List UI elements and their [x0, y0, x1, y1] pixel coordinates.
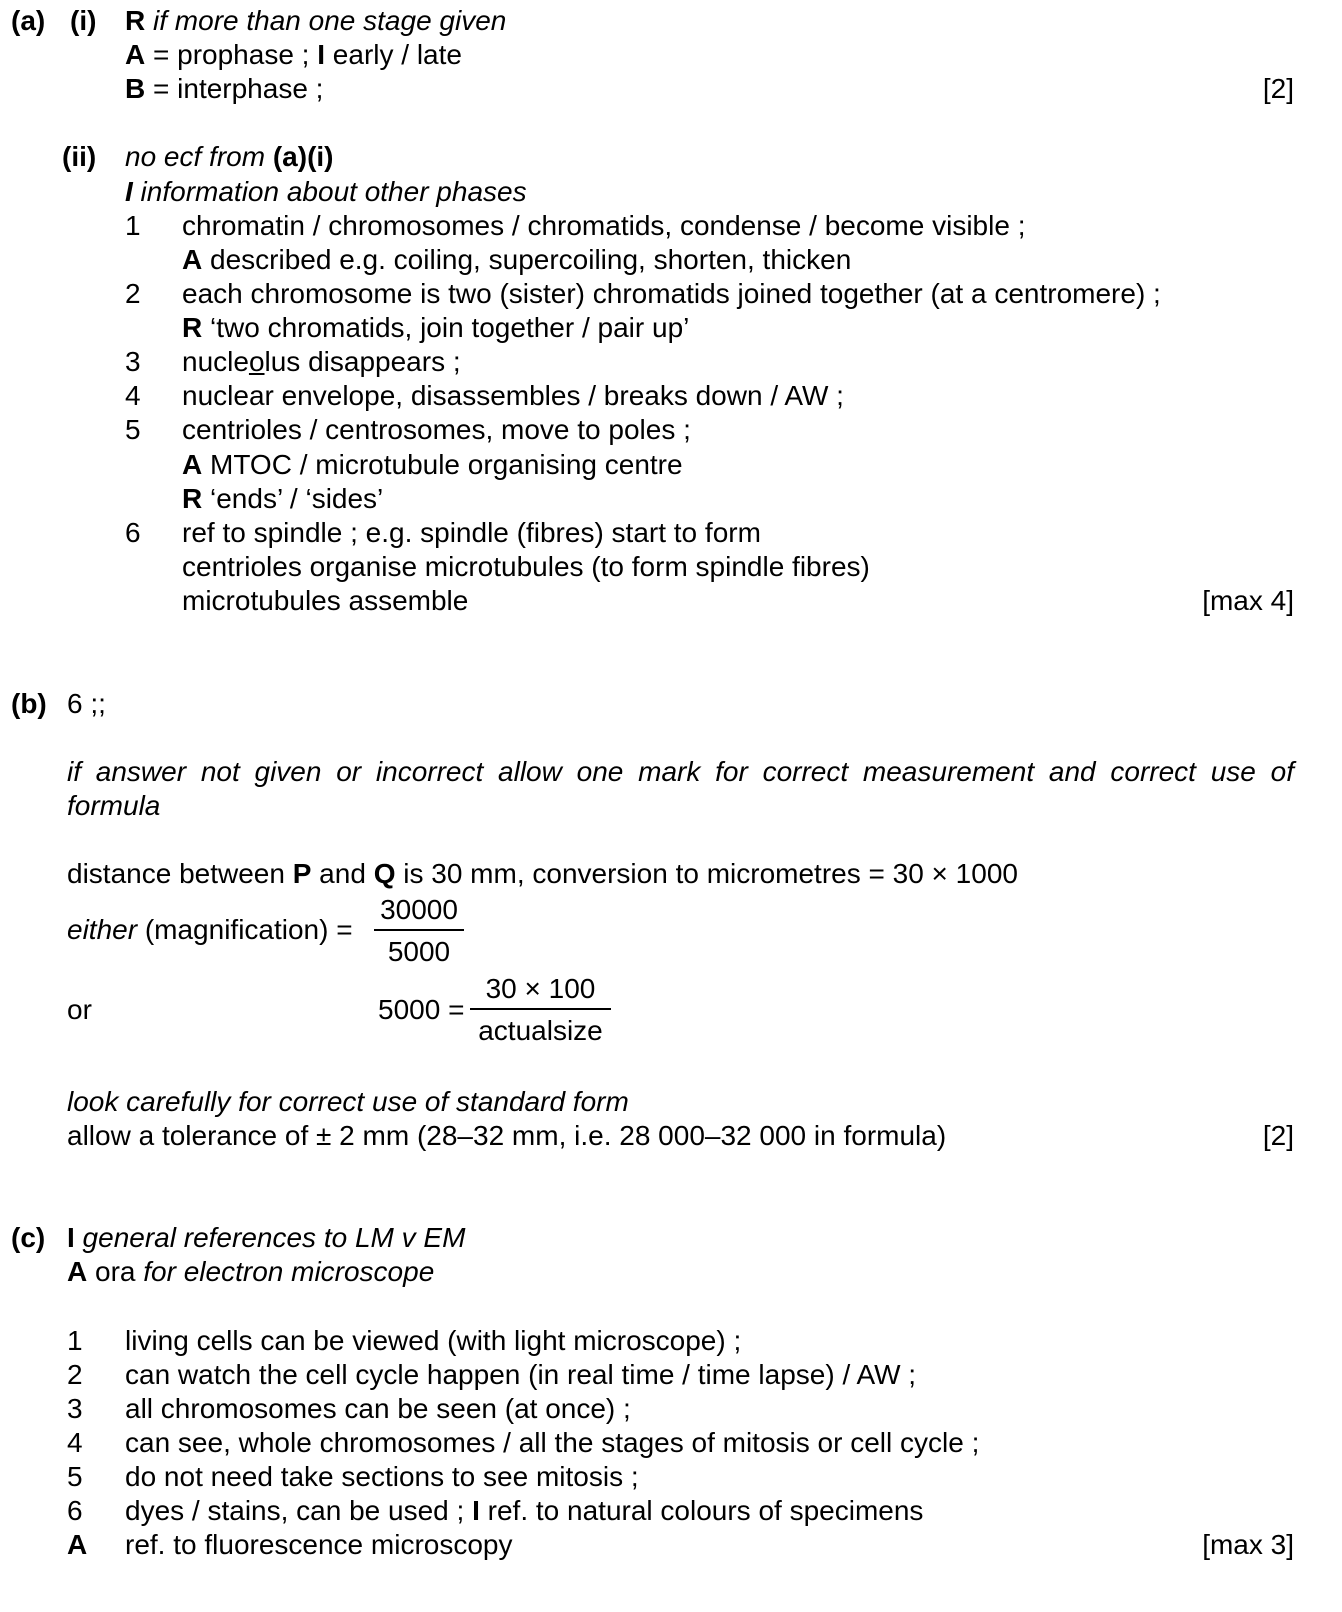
fraction-denominator: 5000 [387, 936, 451, 967]
mark-a-ii: [max 4] [1202, 585, 1294, 616]
point-number: 5 [125, 414, 141, 445]
marking-note: if answer not given or incorrect allow one mark for correct measurement and correct use of [67, 756, 1294, 787]
accept-note: ref. to fluorescence microscopy [125, 1529, 513, 1560]
point-text: all chromosomes can be seen (at once) ; [125, 1393, 631, 1424]
or-label: or [67, 994, 92, 1025]
point-text: nucleolus disappears ; [182, 346, 461, 377]
either-label: either (magnification) = [67, 914, 353, 945]
standard-form-note: look carefully for correct use of standard form [67, 1086, 629, 1117]
point-text-continued: centrioles organise microtubules (to form spindle fibres) [182, 551, 870, 582]
part-c-label: (c) [11, 1222, 46, 1253]
point-number: 1 [125, 210, 141, 241]
point-text: centrioles / centrosomes, move to poles ; [182, 414, 691, 445]
reject-note: R ‘two chromatids, join together / pair up’ [182, 312, 690, 343]
accept-note: A described e.g. coiling, supercoiling, shorten, thicken [182, 244, 852, 275]
point-text: can see, whole chromosomes / all the stages of mitosis or cell cycle ; [125, 1427, 980, 1458]
point-text-continued: microtubules assemble [182, 585, 469, 616]
point-number: 2 [67, 1359, 83, 1390]
ignore-note: I general references to LM v EM [67, 1222, 466, 1253]
point-text: can watch the cell cycle happen (in real time / time lapse) / AW ; [125, 1359, 917, 1390]
point-text: do not need take sections to see mitosis ; [125, 1461, 639, 1492]
point-text: ref to spindle ; e.g. spindle (fibres) start to form [182, 517, 761, 548]
part-a-ii-label: (ii) [62, 141, 97, 172]
size-fraction [470, 975, 611, 1045]
ecf-note: no ecf from (a)(i) [125, 141, 334, 172]
point-text: dyes / stains, can be used ; I ref. to natural colours of specimens [125, 1495, 924, 1526]
mark-b: [2] [1262, 1120, 1294, 1151]
part-a-label: (a) [11, 5, 46, 36]
point-number: 2 [125, 278, 141, 309]
magnification-fraction [374, 896, 464, 966]
point-number: 6 [67, 1495, 83, 1526]
point-text: nuclear envelope, disassembles / breaks down / AW ; [182, 380, 844, 411]
distance-line: distance between P and Q is 30 mm, conversion to micrometres = 30 × 1000 [67, 858, 1018, 889]
point-number: 5 [67, 1461, 83, 1492]
part-a-i-label: (i) [70, 5, 97, 36]
mark-a-i: [2] [1262, 73, 1294, 104]
point-text: each chromosome is two (sister) chromatids joined together (at a centromere) ; [182, 278, 1161, 309]
fraction-numerator: 30 × 100 [485, 973, 596, 1004]
point-number: 1 [67, 1325, 83, 1356]
point-text: living cells can be viewed (with light microscope) ; [125, 1325, 742, 1356]
point-number: 6 [125, 517, 141, 548]
answer-b: 6 ;; [67, 688, 106, 719]
marking-note-continued: formula [67, 790, 161, 821]
reject-note: R ‘ends’ / ‘sides’ [182, 483, 384, 514]
mark-c: [max 3] [1202, 1529, 1294, 1560]
point-number: 3 [125, 346, 141, 377]
answer-b-line: B = interphase ; [125, 73, 324, 104]
accept-key: A [67, 1529, 88, 1560]
part-b-label: (b) [11, 688, 47, 719]
fraction-numerator: 30000 [380, 894, 458, 925]
point-number: 3 [67, 1393, 83, 1424]
accept-note: A MTOC / microtubule organising centre [182, 449, 683, 480]
formula-lhs: 5000 = [378, 994, 465, 1025]
ignore-note: I information about other phases [125, 176, 527, 207]
answer-a-line: A = prophase ; I early / late [125, 39, 462, 70]
fraction-denominator: actualsize [478, 1015, 603, 1046]
point-text: chromatin / chromosomes / chromatids, condense / become visible ; [182, 210, 1026, 241]
accept-ora-note: A ora for electron microscope [67, 1256, 435, 1287]
point-number: 4 [125, 380, 141, 411]
point-number: 4 [67, 1427, 83, 1458]
reject-rule: R if more than one stage given [125, 5, 507, 36]
tolerance-note: allow a tolerance of ± 2 mm (28–32 mm, i.e. 28 000–32 000 in formula) [67, 1120, 947, 1151]
